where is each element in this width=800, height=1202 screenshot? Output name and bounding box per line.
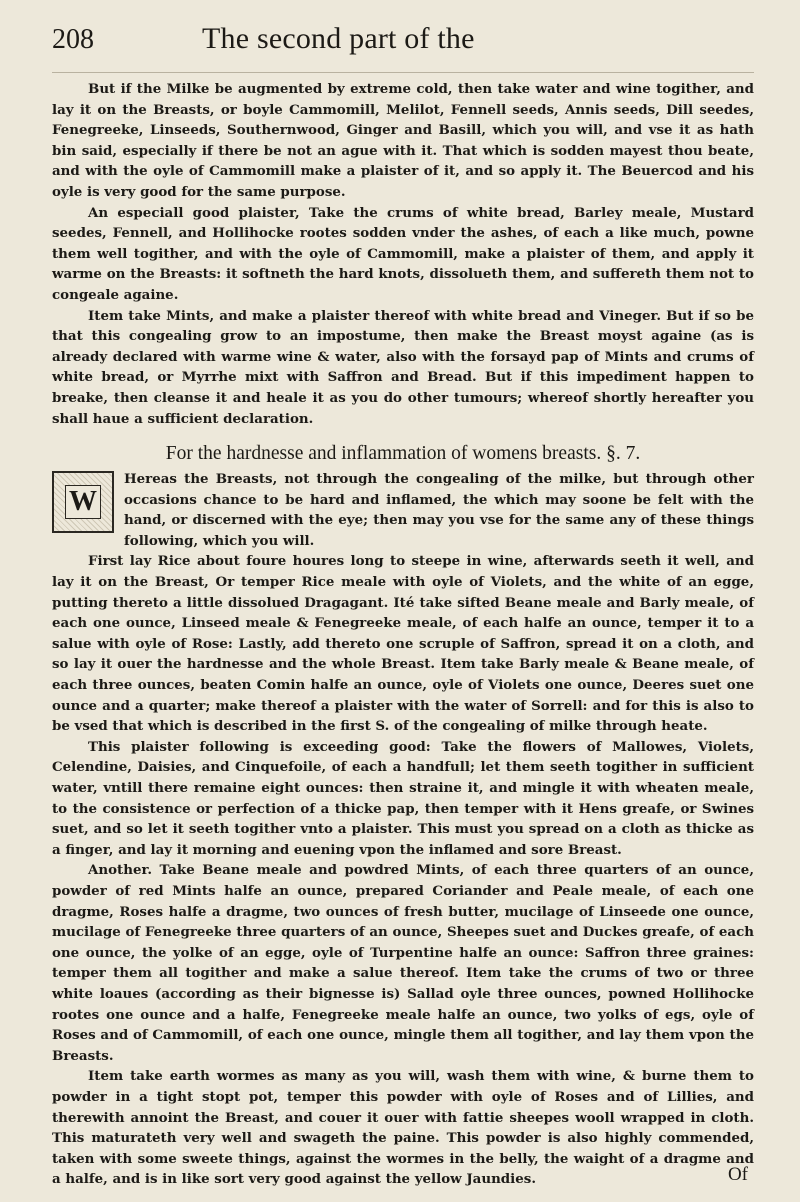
running-head	[52, 22, 754, 73]
running-title: The second part of the	[202, 22, 475, 55]
catchword: Of	[727, 1164, 748, 1185]
paragraph: Item take earth wormes as many as you will, wash them with wine, & burne them to powder in a tight stopt pot, temper this powder with oyle of Roses and of Lillies, and therewith annoint the Breast, and couer it ouer with fattie sheepes wooll wrapped in cloth. This maturateth very well and swageth the paine. This powder is also highly commended, taken with some sweete things, against the wormes in the belly, the waight of a dragme and a halfe, and is in like sort very good against the yellow Jaundies.	[52, 1068, 754, 1188]
paragraph: Item take Mints, and make a plaister thereof with white bread and Vineger. But if so be that this congealing grow to an impostume, then make the Breast moyst againe (as is already declared with warme wine & water, also with the forsayd pap of Mints and crums of white bread, or Myrrhe mixt with Saffron and Bread. But if this impediment happen to breake, then cleanse it and heale it as you do other tumours; whereof shortly hereafter you shall haue a sufficient declaration.	[52, 307, 754, 427]
paragraph: An especiall good plaister, Take the crums of white bread, Barley meale, Mustard seedes, Fennell, and Hollihocke rootes sodden vnder the ashes, of each a like much, powne them well togither, and with the oyle of Cammomill, make a plaister of them, and apply it warme on the Breasts: it softneth the hard knots, dissolueth them, and suffereth them not to congeale againe.	[52, 204, 754, 303]
section-heading: For the hardnesse and inflammation of womens breasts. §. 7.	[165, 443, 641, 465]
paragraph: First lay Rice about foure houres long to steepe in wine, afterwards seeth it well, and lay it on the Breast, Or temper Rice meale with oyle of Violets, and the white of an egge, putting thereto a little dissolued Dragagant. Ité take sifted Beane meale and Barly meale, of each one ounce, Linseed meale & Fenegreeke meale, of each halfe an ounce, temper it to a salue with oyle of Rose: Lastly, add thereto one scruple of Saffron, spread it on a cloth, and so lay it ouer the hardnesse and the whole Breast. Item take Barly meale & Beane meale, of each three ounces, beaten Comin halfe an ounce, oyle of Violets one ounce, Deeres suet one ounce and a quarter; make thereof a plaister with the water of Sorrell: and for this is also to be vsed that which is described in the first S. of the congealing of milke through heate.	[52, 553, 754, 735]
section-body	[52, 469, 754, 1190]
paragraph: Another. Take Beane meale and powdred Mints, of each three quarters of an ounce, powder of red Mints halfe an ounce, prepared Coriander and Peale meale, of each one dragme, Roses halfe a dragme, two ounces of fresh butter, mucilage of Linseede one ounce, mucilage of Fenegreeke three quarters of an ounce, Sheepes suet and Duckes greafe, of each one ounce, the yolke of an egge, oyle of Turpentine halfe an ounce: Saffron three graines: temper them all togither and make a salue thereof. Item take the crums of two or three white loaues (according as their bignesse is) Sallad oyle three ounces, powned Hollihocke rootes one ounce and a halfe, Fenegreeke meale halfe an ounce, two yolks of egs, oyle of Roses and of Cammomill, of each one ounce, mingle them all togither, and lay them vpon the Breasts.	[52, 862, 754, 1064]
paragraph: But if the Milke be augmented by extreme cold, then take water and wine togither, and lay it on the Breasts, or boyle Cammomill, Melilot, Fennell seeds, Annis seeds, Dill seedes, Fenegreeke, Linseeds, Southernwood, Ginger and Basill, which you will, and vse it as hath bin said, especially if there be not an ague with it. That which is sodden mayest thou beate, and with the oyle of Cammomill make a plaister of it, and so apply it. The Beuercod and his oyle is very good for the same purpose.	[52, 81, 754, 200]
page-number: 208	[52, 24, 94, 55]
ornamental-initial	[52, 471, 114, 533]
paragraph: This plaister following is exceeding good: Take the flowers of Mallowes, Violets, Celendine, Daisies, and Cinquefoile, of each a handfull; let them seeth togither in sufficient water, vntill there remaine eight ounces: then straine it, and mingle it with wheaten meale, to the consistence or perfection of a thicke pap, then temper with it Hens greafe, or Swines suet, and so let it seeth togither vnto a plaister. This must you spread on a cloth as thicke as a finger, and lay it morning and euening vpon the inflamed and sore Breast.	[52, 738, 754, 858]
initial-letter: W	[65, 485, 101, 519]
body-text	[52, 79, 754, 1190]
paragraph: Hereas the Breasts, not through the congealing of the milke, but through other occasions chance to be hard and inflamed, the which may soone be felt with the hand, or discerned with the eye; then may you vse for the same any of these things following, which you will.	[124, 471, 754, 549]
